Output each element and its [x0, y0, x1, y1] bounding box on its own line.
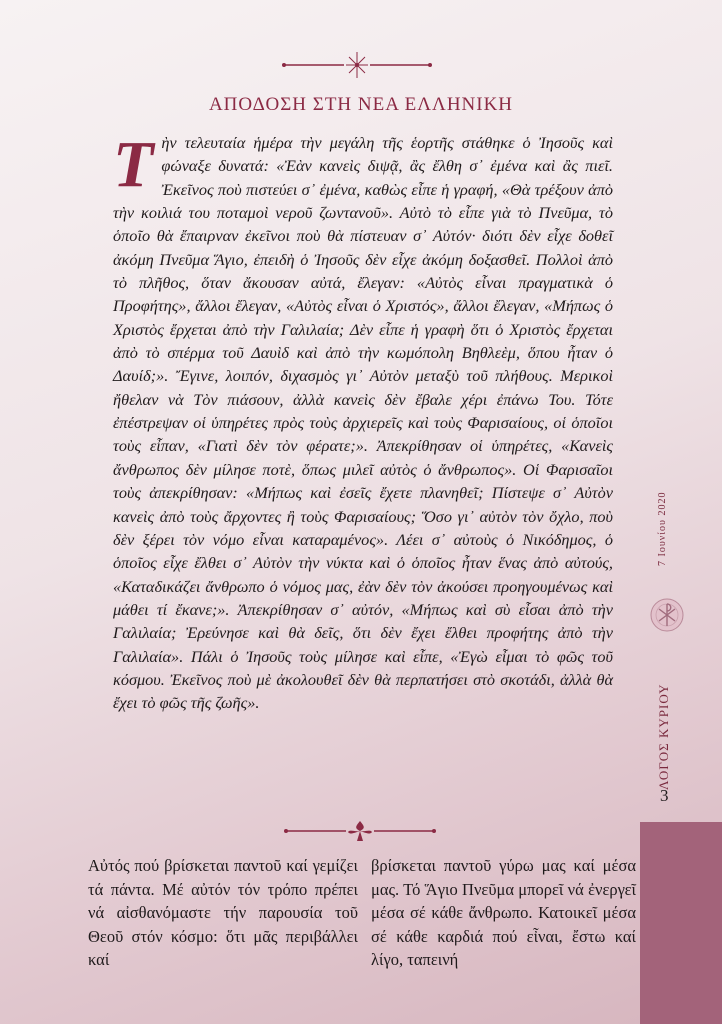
article-body: ὴν τελευταία ἡμέρα τὴν μεγάλη τῆς ἑορτῆς στάθηκε ὁ Ἰησοῦς καὶ φώναξε δυνατά: «Ἐὰν κανεὶς διψᾷ, ἂς ἔλθη σ᾽ ἐμένα καὶ ἂς πιεῖ. Ἐκεῖνος ποὺ πιστεύει σ᾽ ἐμένα, καθὼς εἶπε ἡ γραφή, «Θὰ τρέξουν ἀπὸ τὴν κοιλιά του ποταμοὶ νεροῦ ζωντανοῦ». Αὐτὸ τὸ εἶπε γιὰ τὸ Πνεῦμα, τὸ ὁποῖο θὰ ἔπαιρναν ἐκεῖνοι ποὺ θὰ πίστευαν σ᾽ Αὐτόν· διότι δὲν εἶχε δοθεῖ ἀκόμη Πνεῦμα Ἅγιο, ἐπειδὴ ὁ Ἰησοῦς δὲν εἶχε ἀκόμη δοξασθεῖ. Πολλοὶ ἀπὸ τὸ πλῆθος, ὅταν ἄκουσαν αὐτά, ἔλεγαν: «Αὐτὸς εἶναι πραγματικὰ ὁ Προφήτης», ἄλλοι ἔλεγαν, «Αὐτὸς εἶναι ὁ Χριστός», ἄλλοι ἔλεγαν, «Μήπως ὁ Χριστὸς ἔρχεται ἀπὸ τὴν Γαλιλαία; Δὲν εἶπε ἡ γραφὴ ὅτι ὁ Χριστὸς ἔρχεται ἀπὸ τὸ σπέρμα τοῦ Δαυὶδ καὶ ἀπὸ τὴν κωμόπολη Βηθλεὲμ, ὅπου ἦταν ὁ Δαυίδ;». Ἔγινε, λοιπόν, διχασμὸς γι᾽ Αὐτὸν μεταξὺ τοῦ πλήθους. Μερικοὶ ἤθελαν νὰ Τὸν πιάσουν, ἀλλὰ κανεὶς δὲν ἔβαλε χέρι ἐπάνω Του. Τότε ἐπέστρεψαν οἱ ὑπηρέτες πρὸς τοὺς ἀρχιερεῖς καὶ τοὺς Φαρισαίους, οἱ ὁποῖοι τοὺς εἶπαν, «Γιατὶ δὲν τὸν φέρατε;». Ἀπεκρίθησαν οἱ ὑπηρέτες, «Κανεὶς ἄνθρωπος δὲν μίλησε ποτὲ, ὅπως μιλεῖ αὐτὸς ὁ ἄνθρωπος». Οἱ Φαρισαῖοι τοὺς ἀπεκρίθησαν: «Μήπως καὶ ἐσεῖς ἔχετε πλανηθεῖ; Πίστεψε σ᾽ Αὐτὸν κανεὶς ἀπὸ τοὺς ἄρχοντες ἢ τοὺς Φαρισαίους; Ὅσο γι᾽ αὐτὸν τὸν ὄχλο, ποὺ δὲν ξέρει τὸν νόμο εἶναι καταραμένος». Λέει σ᾽ αὐτοὺς ὁ Νικόδημος, ὁ ὁποῖος εἶχε ἔλθει σ᾽ Αὐτὸν τὴν νύκτα καὶ ὁ ὁποῖος ἦταν ἕνας ἀπὸ αὐτούς, «Καταδικάζει ἄνθρωπο ὁ νόμος μας, ἐὰν δὲν τὸν ἀκούσει προηγουμένως καὶ μάθει τί ἔκανε;». Ἀπεκρίθησαν σ᾽ αὐτόν, «Μήπως καὶ σὺ εἶσαι ἀπὸ τὴν Γαλιλαία; Ἐρεύνησε καὶ θὰ δεῖς, ὅτι δὲν ἔχει ἔλθει προφήτης ἀπὸ τὴν Γαλιλαία». Πάλι ὁ Ἰησοῦς τοὺς μίλησε καὶ εἶπε, «Ἐγὼ εἶμαι τὸ φῶς τοῦ κόσμου. Ἐκεῖνος ποὺ μὲ ἀκολουθεῖ δὲν θὰ περπατήσει στὸ σκοτάδι, ἀλλὰ θὰ ἔχει τὸ φῶς τῆς ζωῆς». — [113, 133, 613, 713]
top-ornament — [282, 50, 432, 80]
mid-ornament — [284, 818, 436, 844]
chi-rho-emblem-icon — [649, 597, 685, 633]
side-color-block — [640, 822, 722, 1024]
publication-title: ΛΟΓΟΣ ΚΥΡΙΟΥ — [656, 683, 671, 790]
drop-cap: Τ — [113, 128, 154, 201]
article-text — [113, 128, 613, 715]
page-number: 3 — [660, 786, 669, 805]
column-left-text: Αὐτός πού βρίσκεται παντοῦ καί γεμίζει τά πάντα. Μέ αὐτόν τόν τρόπο πρέπει νά αἰσθανόμαστε τήν παρουσία τοῦ Θεοῦ στόν κόσμο: ὅτι μᾶς περιβάλλει καί — [88, 856, 358, 969]
issue-date: 7 Ιουνίου 2020 — [657, 491, 668, 566]
section-heading: ΑΠΟΔΟΣΗ ΣΤΗ ΝΕΑ ΕΛΛΗΝΙΚΗ — [208, 94, 514, 115]
column-right-text: βρίσκεται παντοῦ γύρω μας καί μέσα μας. Τό Ἅγιο Πνεῦμα μπορεῖ νά ἐνεργεῖ μέσα σέ κάθε ἄνθρωπο. Κατοικεῖ μέσα σέ κάθε καρδιά πού εἶναι, ἔστω καί λίγο, ταπεινή — [371, 856, 636, 969]
